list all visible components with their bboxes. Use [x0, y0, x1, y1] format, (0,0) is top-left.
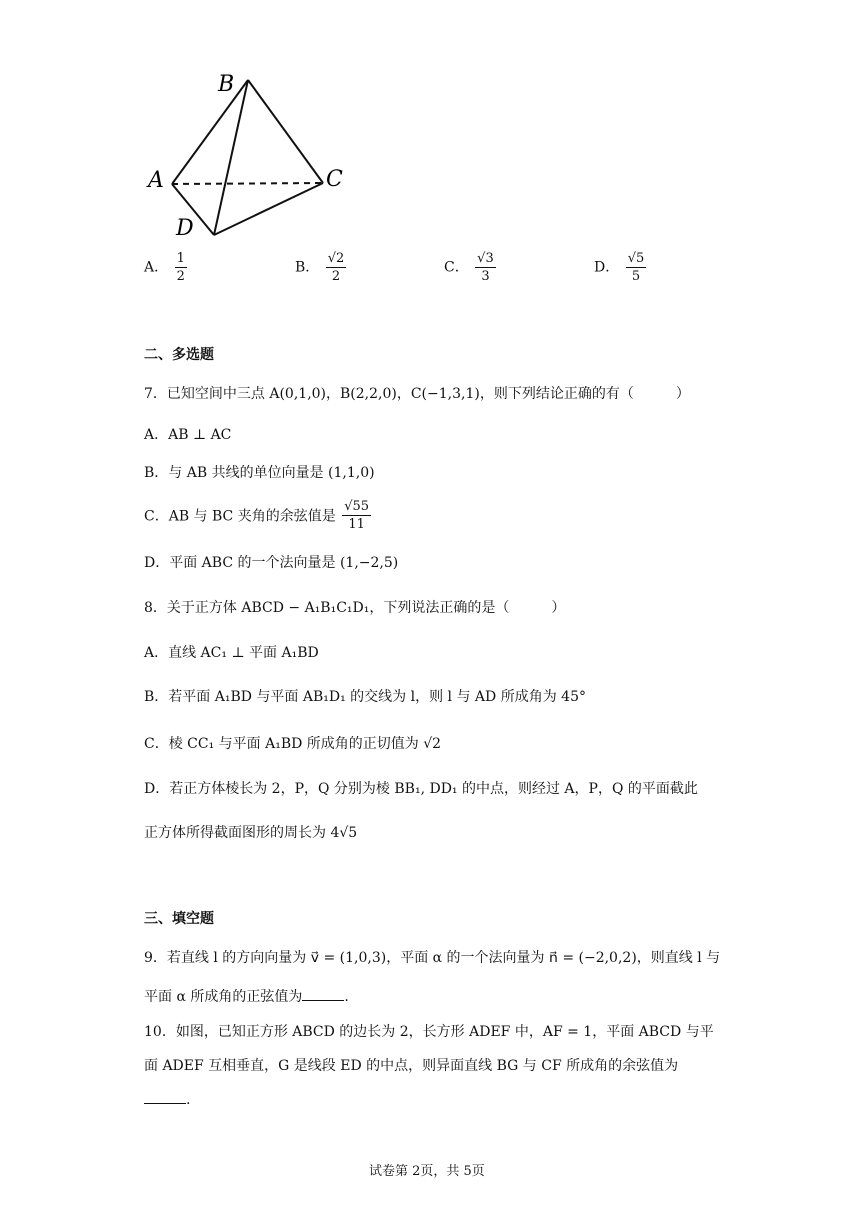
edge-BC — [248, 80, 323, 183]
label-A: A — [148, 168, 164, 193]
q6-option-a — [144, 250, 189, 285]
q6-option-b — [295, 250, 348, 285]
q8-option-d-line1: D．若正方体棱长为 2，P，Q 分别为棱 BB₁, DD₁ 的中点，则经过 A，P，Q 的平面截此 — [144, 781, 698, 797]
q10-line2: 面 ADEF 互相垂直，G 是线段 ED 的中点，则异面直线 BG 与 CF 所成角的余弦值为 — [144, 1058, 679, 1074]
q8-option-d-line2: 正方体所得截面图形的周长为 4√5 — [144, 825, 358, 841]
q10-line3 — [144, 1091, 190, 1108]
q7-stem: 7．已知空间中三点 A(0,1,0)，B(2,2,0)，C(−1,3,1)，则下列结论正确的有（ ） — [144, 386, 690, 402]
q6-option-c — [444, 250, 498, 285]
q6-option-d — [594, 250, 648, 285]
section-heading-fill: 三、填空题 — [144, 911, 214, 927]
q8-option-c: C．棱 CC₁ 与平面 A₁BD 所成角的正切值为 √2 — [144, 736, 442, 752]
option-fraction: $\frac{√5}{5}$ — [627, 251, 645, 284]
q7-option-c-text: C．AB 与 BC 夹角的余弦值是 — [144, 508, 336, 525]
q8-stem: 8．关于正方体 ABCD − A₁B₁C₁D₁，下列说法正确的是（ ） — [144, 600, 566, 616]
label-D: D — [176, 216, 194, 241]
q7-option-a: A．AB ⊥ AC — [144, 427, 232, 443]
q10-line3-end: . — [186, 1092, 191, 1108]
label-C: C — [326, 167, 343, 192]
q9-line2 — [144, 986, 349, 1006]
q7-option-d: D．平面 ABC 的一个法向量是 (1,−2,5) — [144, 555, 399, 571]
option-fraction: $\frac{1}{2}$ — [176, 251, 185, 284]
q8-option-b: B．若平面 A₁BD 与平面 AB₁D₁ 的交线为 l，则 l 与 AD 所成角为 45° — [144, 689, 586, 705]
option-fraction: $\frac{√2}{2}$ — [327, 251, 345, 284]
option-letter: B． — [295, 259, 320, 276]
option-letter: D． — [594, 259, 620, 276]
q8-option-a: A．直线 AC₁ ⊥ 平面 A₁BD — [144, 645, 319, 661]
q9-answer-blank[interactable] — [302, 988, 344, 1001]
option-fraction: $\frac{√3}{3}$ — [477, 251, 494, 284]
q7-option-c — [144, 498, 373, 533]
label-B: B — [218, 72, 235, 97]
section-heading-multi: 二、多选题 — [144, 347, 214, 363]
q7-option-c-fraction: $\frac{√55}{11}$ — [344, 499, 370, 532]
edge-AC-hidden — [172, 183, 323, 184]
option-letter: A． — [144, 259, 169, 276]
option-letter: C． — [444, 259, 469, 276]
q9-line2-text: 平面 α 所成角的正弦值为 — [144, 989, 303, 1005]
tetrahedron-figure — [140, 65, 360, 245]
q10-line1: 10．如图，已知正方形 ABCD 的边长为 2，长方形 ADEF 中，AF = 1，平面 ABCD 与平 — [144, 1024, 714, 1040]
q9-line2-end: . — [344, 989, 349, 1005]
q7-option-b: B．与 AB 共线的单位向量是 (1,1,0) — [144, 465, 375, 481]
q10-answer-blank[interactable] — [144, 1091, 186, 1104]
edge-DC — [214, 183, 323, 235]
page-footer: 试卷第 2页，共 5页 — [369, 1164, 485, 1179]
q9-line1: 9．若直线 l 的方向向量为 v⃗ = (1,0,3)，平面 α 的一个法向量为 n⃗ = (−2,0,2)，则直线 l 与 — [144, 950, 721, 966]
